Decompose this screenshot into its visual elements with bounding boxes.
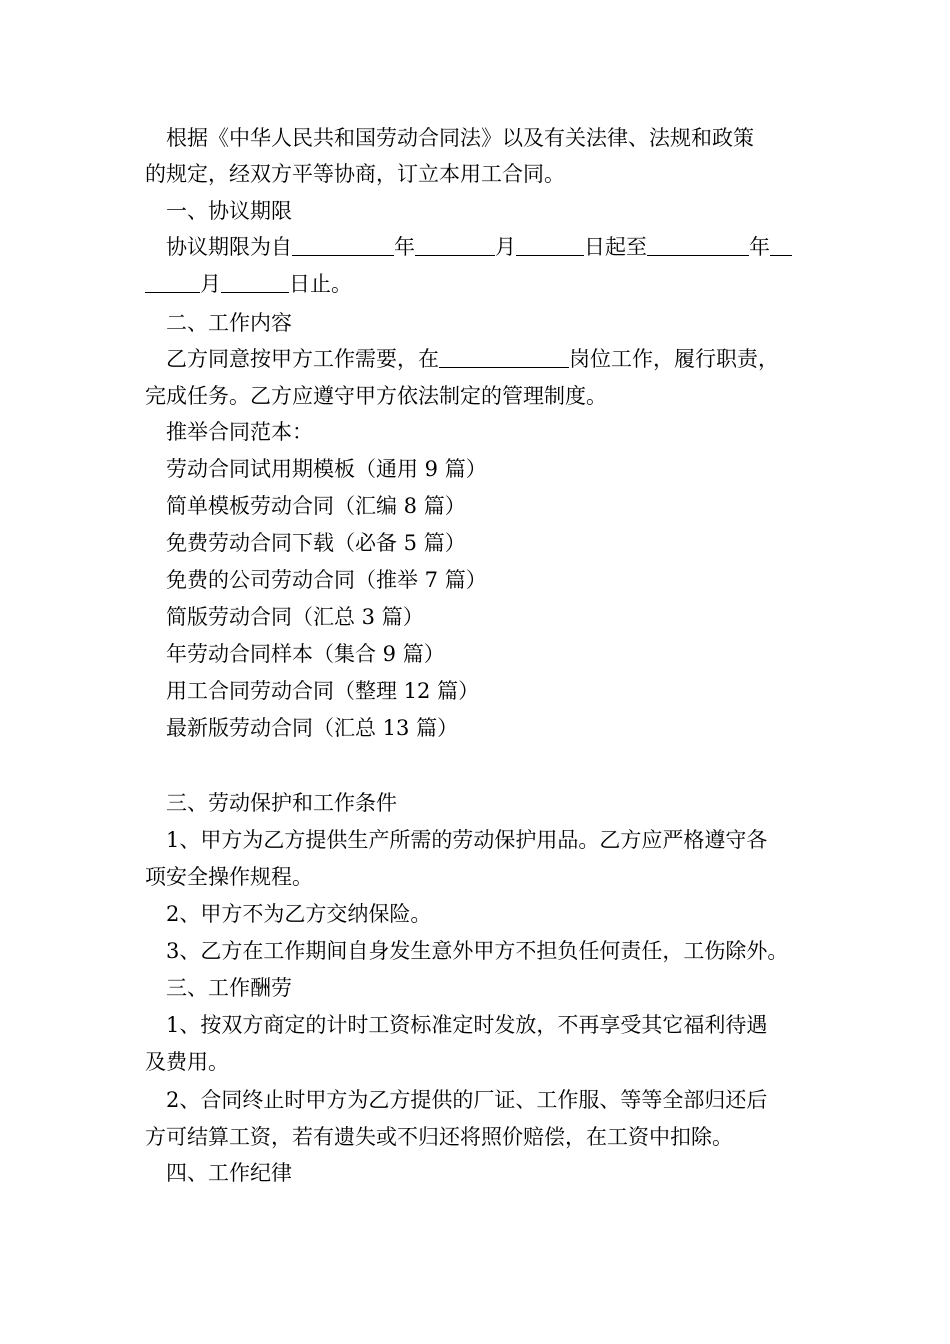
recommend-heading: 推举合同范本：	[166, 420, 313, 444]
section-4-heading: 四、工作纪律	[166, 1161, 292, 1185]
blank-end-year	[647, 233, 749, 256]
term-text-until: 日起至	[584, 235, 647, 259]
intro-line-1: 根据《中华人民共和国劳动合同法》以及有关法律、法规和政策	[166, 126, 754, 150]
recommend-item[interactable]: 年劳动合同样本（集合 9 篇）	[166, 642, 445, 666]
section-3b-heading: 三、工作酬劳	[166, 976, 292, 1000]
term-text-end: 日止。	[289, 272, 352, 296]
term-text-year: 年	[394, 235, 415, 259]
protection-p3: 3、乙方在工作期间自身发生意外甲方不担负任何责任，工伤除外。	[166, 939, 789, 963]
term-line-2	[145, 266, 815, 302]
protection-p2: 2、甲方不为乙方交纳保险。	[166, 902, 432, 926]
blank-start-day	[516, 233, 584, 256]
protection-p1-line-1: 1、甲方为乙方提供生产所需的劳动保护用品。乙方应严格遵守各	[166, 828, 768, 852]
recommend-item[interactable]: 劳动合同试用期模板（通用 9 篇）	[166, 457, 487, 481]
work-line-2: 完成任务。乙方应遵守甲方依法制定的管理制度。	[145, 384, 607, 408]
blank-end-month-part-2	[145, 270, 200, 293]
recommend-item[interactable]: 用工合同劳动合同（整理 12 篇）	[166, 679, 480, 703]
pay-p1-line-1: 1、按双方商定的计时工资标准定时发放，不再享受其它福利待遇	[166, 1013, 768, 1037]
recommend-item[interactable]: 简单模板劳动合同（汇编 8 篇）	[166, 494, 466, 518]
work-line-1	[166, 341, 836, 377]
pay-p1-line-2: 及费用。	[145, 1050, 229, 1074]
section-1-heading: 一、协议期限	[166, 199, 292, 223]
recommend-item[interactable]: 免费劳动合同下载（必备 5 篇）	[166, 531, 466, 555]
section-2-heading: 二、工作内容	[166, 311, 292, 335]
blank-position	[439, 345, 569, 368]
pay-p2-line-1: 2、合同终止时甲方为乙方提供的厂证、工作服、等等全部归还后	[166, 1088, 768, 1112]
blank-end-day	[221, 270, 289, 293]
protection-p1-line-2: 项安全操作规程。	[145, 865, 313, 889]
work-text-1: 乙方同意按甲方工作需要，在	[166, 347, 439, 371]
recommend-item[interactable]: 简版劳动合同（汇总 3 篇）	[166, 605, 424, 629]
term-text-year-2: 年	[749, 235, 770, 259]
recommend-item[interactable]: 最新版劳动合同（汇总 13 篇）	[166, 716, 459, 740]
term-text-from: 协议期限为自	[166, 235, 292, 259]
blank-end-month-part-1	[770, 233, 792, 256]
blank-start-year	[292, 233, 394, 256]
section-3-heading: 三、劳动保护和工作条件	[166, 791, 397, 815]
intro-line-2: 的规定，经双方平等协商，订立本用工合同。	[145, 162, 565, 186]
blank-start-month	[415, 233, 495, 256]
term-line-1	[166, 229, 836, 265]
work-text-2: 岗位工作，履行职责，	[569, 347, 779, 371]
term-text-month: 月	[495, 235, 516, 259]
pay-p2-line-2: 方可结算工资，若有遗失或不归还将照价赔偿，在工资中扣除。	[145, 1125, 733, 1149]
term-text-month-2: 月	[200, 272, 221, 296]
recommend-item[interactable]: 免费的公司劳动合同（推举 7 篇）	[166, 568, 487, 592]
